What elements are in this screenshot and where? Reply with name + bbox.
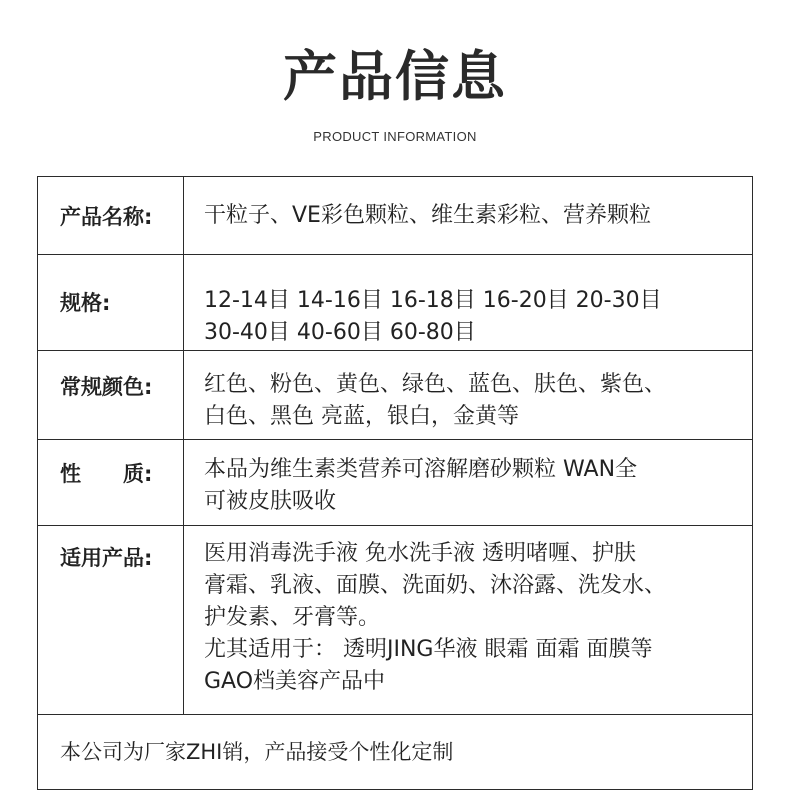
- value-line: 红色、粉色、黄色、绿色、蓝色、肤色、紫色、: [204, 372, 667, 397]
- label-text: 规格:: [60, 291, 111, 315]
- value-line: 护发素、牙膏等。: [204, 605, 381, 630]
- value-line: 可被皮肤吸收: [204, 489, 337, 514]
- label-text: 常规颜色:: [60, 375, 153, 399]
- value-line: 本品为维生素类营养可溶解磨砂颗粒 WAN全: [204, 457, 638, 482]
- value-line: 白色、黑色 亮蓝，银白，金黄等: [204, 404, 519, 429]
- value-line: 12-14目 14-16目 16-18目 16-20目 20-30目: [204, 288, 662, 313]
- value-nature: [184, 440, 752, 525]
- footer-note: 本公司为厂家ZHI销，产品接受个性化定制: [60, 740, 454, 764]
- row-nature: [38, 440, 752, 526]
- row-specification: [38, 255, 752, 351]
- row-footer: [38, 715, 752, 789]
- label-colors: [38, 351, 184, 439]
- label-text-part2: 质:: [123, 462, 153, 486]
- value-specification: [184, 255, 752, 350]
- product-info-table: [37, 176, 753, 790]
- row-colors: [38, 351, 752, 440]
- label-nature: [38, 440, 184, 525]
- row-applications: [38, 526, 752, 715]
- value-line: 医用消毒洗手液 免水洗手液 透明啫喱、护肤: [204, 541, 636, 566]
- label-applications: [38, 526, 184, 714]
- label-text: 产品名称:: [60, 204, 153, 229]
- label-product-name: [38, 177, 184, 254]
- value-product-name: [184, 177, 752, 254]
- value-colors: [184, 351, 752, 439]
- label-text: 适用产品:: [60, 546, 153, 570]
- row-product-name: [38, 177, 752, 255]
- value-line: 膏霜、乳液、面膜、洗面奶、沐浴露、洗发水、: [204, 573, 667, 598]
- page-title: 产品信息: [283, 45, 507, 108]
- label-text-part1: 性: [60, 462, 81, 486]
- label-specification: [38, 255, 184, 350]
- value-line: 干粒子、VE彩色颗粒、维生素彩粒、营养颗粒: [204, 202, 651, 228]
- value-applications: [184, 526, 752, 714]
- value-line: 30-40目 40-60目 60-80目: [204, 320, 476, 345]
- value-line: 尤其适用于： 透明JING华液 眼霜 面霜 面膜等: [204, 637, 653, 662]
- value-line: GAO档美容产品中: [204, 669, 386, 694]
- page-subtitle: PRODUCT INFORMATION: [313, 129, 477, 144]
